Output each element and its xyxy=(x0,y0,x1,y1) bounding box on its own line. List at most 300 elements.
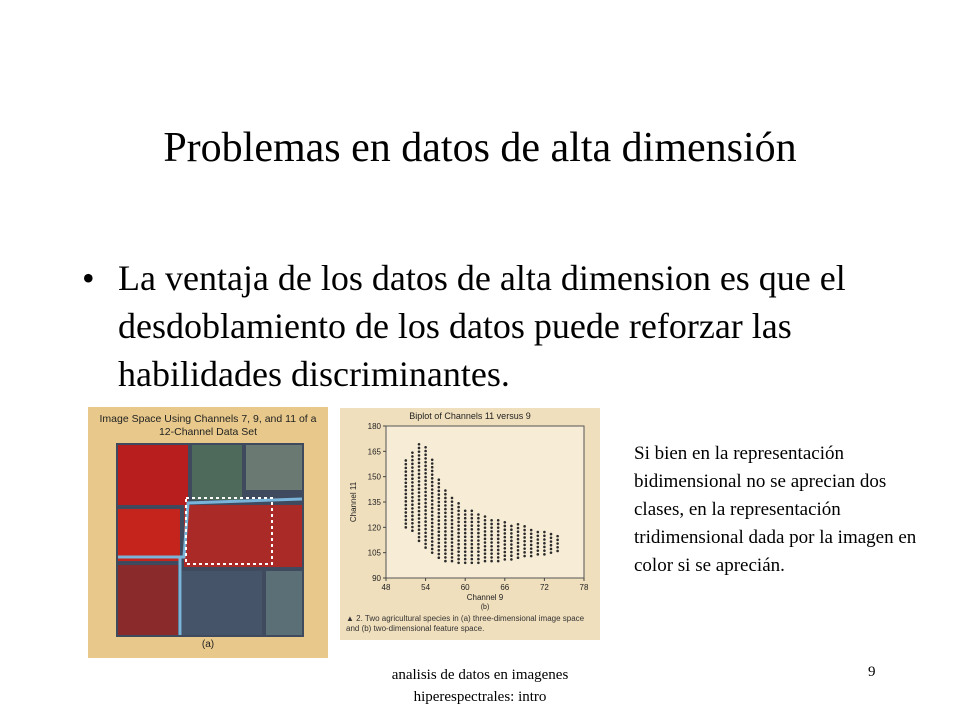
data-point xyxy=(484,545,487,548)
data-point xyxy=(438,501,441,504)
data-point xyxy=(424,502,427,505)
data-point xyxy=(424,528,427,531)
data-point xyxy=(490,556,493,559)
data-point xyxy=(411,474,414,477)
data-point xyxy=(510,536,513,539)
data-point xyxy=(418,525,421,528)
data-point xyxy=(457,543,460,546)
data-point xyxy=(424,520,427,523)
data-point xyxy=(424,498,427,501)
data-point xyxy=(484,519,487,522)
data-point xyxy=(477,554,480,557)
data-point xyxy=(510,540,513,543)
y-tick-label: 180 xyxy=(367,422,381,431)
data-point xyxy=(471,562,474,565)
data-point xyxy=(405,478,408,481)
data-point xyxy=(438,504,441,507)
data-point xyxy=(438,516,441,519)
data-point xyxy=(510,547,513,550)
data-point xyxy=(431,484,434,487)
data-point xyxy=(444,526,447,529)
figure-a-image-space xyxy=(88,407,328,658)
data-point xyxy=(497,560,500,563)
data-point xyxy=(438,482,441,485)
data-point xyxy=(537,531,540,534)
data-point xyxy=(471,535,474,538)
bullet-dot-icon: • xyxy=(82,258,95,298)
data-point xyxy=(457,535,460,538)
data-point xyxy=(457,521,460,524)
data-point xyxy=(405,467,408,470)
data-point xyxy=(444,556,447,559)
data-point xyxy=(477,547,480,550)
data-point xyxy=(504,547,507,550)
data-point xyxy=(530,532,533,535)
data-point xyxy=(457,550,460,553)
data-point xyxy=(490,530,493,533)
data-point xyxy=(471,550,474,553)
data-point xyxy=(444,541,447,544)
data-point xyxy=(457,554,460,557)
data-point xyxy=(424,535,427,538)
data-point xyxy=(457,528,460,531)
data-point xyxy=(418,491,421,494)
data-point xyxy=(411,451,414,454)
data-point xyxy=(411,492,414,495)
data-point xyxy=(424,483,427,486)
data-point xyxy=(504,536,507,539)
data-point xyxy=(411,529,414,532)
data-point xyxy=(431,492,434,495)
data-point xyxy=(457,547,460,550)
data-point xyxy=(497,519,500,522)
data-point xyxy=(438,534,441,537)
data-point xyxy=(424,479,427,482)
data-point xyxy=(556,539,559,542)
data-point xyxy=(418,484,421,487)
y-tick-label: 135 xyxy=(367,498,381,507)
data-point xyxy=(405,496,408,499)
data-point xyxy=(556,546,559,549)
data-point xyxy=(411,455,414,458)
data-point xyxy=(451,556,454,559)
data-point xyxy=(405,485,408,488)
data-point xyxy=(484,523,487,526)
data-point xyxy=(424,546,427,549)
side-note: Si bien en la representación bidimensional no se aprecian dos clases, en la representación tridimensional dada por la imagen en color si se aprecián. xyxy=(634,443,917,576)
data-point xyxy=(457,517,460,520)
data-point xyxy=(490,534,493,537)
data-point xyxy=(550,551,553,554)
data-point xyxy=(411,477,414,480)
data-point xyxy=(484,538,487,541)
data-point xyxy=(464,547,467,550)
data-point xyxy=(411,466,414,469)
data-point xyxy=(517,530,520,533)
data-point xyxy=(517,542,520,545)
data-point xyxy=(424,476,427,479)
data-point xyxy=(490,549,493,552)
data-point xyxy=(523,544,526,547)
data-point xyxy=(431,473,434,476)
data-point xyxy=(477,528,480,531)
data-point xyxy=(451,519,454,522)
data-point xyxy=(490,538,493,541)
data-point xyxy=(510,551,513,554)
data-point xyxy=(550,540,553,543)
data-point xyxy=(517,534,520,537)
x-tick-label: 66 xyxy=(500,583,510,592)
data-point xyxy=(424,468,427,471)
data-point xyxy=(504,528,507,531)
data-point xyxy=(490,560,493,563)
x-tick-label: 72 xyxy=(539,583,549,592)
data-point xyxy=(405,526,408,529)
data-point xyxy=(438,549,441,552)
data-point xyxy=(497,545,500,548)
data-point xyxy=(497,552,500,555)
data-point xyxy=(418,443,421,446)
data-point xyxy=(444,512,447,515)
data-point xyxy=(418,536,421,539)
figure-a-sublabel: (a) xyxy=(201,639,215,650)
chart-sublabel: (b) xyxy=(480,604,490,611)
data-point xyxy=(517,553,520,556)
data-point xyxy=(431,470,434,473)
data-point xyxy=(431,477,434,480)
data-point xyxy=(510,525,513,528)
data-point xyxy=(444,508,447,511)
data-point xyxy=(523,525,526,528)
y-tick-label: 105 xyxy=(367,548,381,558)
data-point xyxy=(418,450,421,453)
data-point xyxy=(497,538,500,541)
data-point xyxy=(477,539,480,542)
bullet-text: La ventaja de los datos de alta dimension es que el desdoblamiento de los datos puede reforzar las habilidades discriminantes. xyxy=(118,258,846,394)
data-point xyxy=(477,543,480,546)
data-point xyxy=(444,515,447,518)
data-point xyxy=(438,527,441,530)
data-point xyxy=(451,552,454,555)
data-point xyxy=(464,528,467,531)
data-point xyxy=(405,463,408,466)
data-point xyxy=(431,503,434,506)
data-point xyxy=(444,489,447,492)
data-point xyxy=(418,540,421,543)
data-point xyxy=(418,532,421,535)
data-point xyxy=(504,521,507,524)
data-point xyxy=(411,507,414,510)
data-point xyxy=(444,493,447,496)
data-point xyxy=(484,515,487,518)
x-tick-label: 54 xyxy=(421,583,431,592)
data-point xyxy=(484,526,487,529)
data-point xyxy=(530,540,533,543)
data-point xyxy=(490,523,493,526)
figure-b-scatter xyxy=(340,408,600,640)
data-point xyxy=(424,494,427,497)
data-point xyxy=(451,526,454,529)
data-point xyxy=(424,531,427,534)
data-point xyxy=(451,549,454,552)
data-point xyxy=(405,515,408,518)
data-point xyxy=(530,551,533,554)
satellite-image xyxy=(88,407,328,658)
data-point xyxy=(464,539,467,542)
data-point xyxy=(418,469,421,472)
data-point xyxy=(510,558,513,561)
data-point xyxy=(431,496,434,499)
y-tick-label: 90 xyxy=(372,574,381,583)
data-point xyxy=(424,524,427,527)
data-point xyxy=(411,470,414,473)
data-point xyxy=(444,545,447,548)
data-point xyxy=(523,540,526,543)
data-point xyxy=(418,514,421,517)
data-point xyxy=(418,458,421,461)
data-point xyxy=(438,508,441,511)
data-point xyxy=(543,531,546,534)
data-point xyxy=(424,461,427,464)
data-point xyxy=(431,458,434,461)
chart-title: Biplot of Channels 11 versus 9 xyxy=(409,411,531,421)
data-point xyxy=(457,558,460,561)
data-point xyxy=(510,532,513,535)
data-point xyxy=(405,474,408,477)
y-axis-label: Channel 11 xyxy=(349,481,358,523)
data-point xyxy=(457,532,460,535)
data-point xyxy=(490,526,493,529)
data-point xyxy=(510,543,513,546)
data-point xyxy=(484,556,487,559)
data-point xyxy=(537,546,540,549)
data-point xyxy=(418,488,421,491)
data-point xyxy=(457,524,460,527)
data-point xyxy=(438,478,441,481)
data-point xyxy=(418,502,421,505)
data-point xyxy=(411,459,414,462)
data-point xyxy=(517,538,520,541)
data-point xyxy=(464,550,467,553)
data-point xyxy=(451,545,454,548)
data-point xyxy=(431,499,434,502)
data-point xyxy=(523,532,526,535)
data-point xyxy=(444,538,447,541)
data-point xyxy=(451,515,454,518)
data-point xyxy=(550,533,553,536)
data-point xyxy=(444,500,447,503)
data-point xyxy=(490,545,493,548)
data-point xyxy=(504,540,507,543)
plot-area xyxy=(386,426,584,578)
data-point xyxy=(504,525,507,528)
data-point xyxy=(451,497,454,500)
data-point xyxy=(543,553,546,556)
data-point xyxy=(477,550,480,553)
data-point xyxy=(484,541,487,544)
data-point xyxy=(477,532,480,535)
data-point xyxy=(543,538,546,541)
data-point xyxy=(510,554,513,557)
data-point xyxy=(550,548,553,551)
data-point xyxy=(497,556,500,559)
scatter-plot xyxy=(340,408,600,613)
data-point xyxy=(464,562,467,565)
data-point xyxy=(431,537,434,540)
footer-text: analisis de datos en imagenes hiperespectrales: intro xyxy=(391,667,569,705)
data-point xyxy=(438,538,441,541)
data-point xyxy=(405,519,408,522)
data-point xyxy=(444,497,447,500)
data-point xyxy=(431,551,434,554)
data-point xyxy=(444,560,447,563)
data-point xyxy=(556,542,559,545)
data-point xyxy=(537,534,540,537)
data-point xyxy=(523,529,526,532)
data-point xyxy=(424,543,427,546)
data-point xyxy=(504,532,507,535)
data-point xyxy=(438,530,441,533)
data-point xyxy=(471,517,474,520)
data-point xyxy=(451,530,454,533)
data-point xyxy=(411,522,414,525)
figure-a-caption: Image Space Using Channels 7, 9, and 11 of a 12-Channel Data Set xyxy=(99,413,317,438)
y-tick-label: 120 xyxy=(367,523,381,533)
data-point xyxy=(471,547,474,550)
data-point xyxy=(411,463,414,466)
data-point xyxy=(418,521,421,524)
data-point xyxy=(543,534,546,537)
data-point xyxy=(405,489,408,492)
data-point xyxy=(497,549,500,552)
data-point xyxy=(411,500,414,503)
data-point xyxy=(471,524,474,527)
data-point xyxy=(431,462,434,465)
data-point xyxy=(431,522,434,525)
data-point xyxy=(411,496,414,499)
figure-b-caption: ▲ 2. Two agricultural species in (a) three-dimensional image space and (b) two-dimensional feature space. xyxy=(346,614,585,633)
data-point xyxy=(451,504,454,507)
data-point xyxy=(451,508,454,511)
data-point xyxy=(523,551,526,554)
x-tick-label: 48 xyxy=(381,583,391,592)
data-point xyxy=(431,548,434,551)
data-point xyxy=(517,556,520,559)
data-point xyxy=(504,554,507,557)
data-point xyxy=(418,454,421,457)
data-point xyxy=(457,539,460,542)
data-point xyxy=(431,481,434,484)
data-point xyxy=(477,558,480,561)
data-point xyxy=(471,528,474,531)
data-point xyxy=(424,491,427,494)
data-point xyxy=(431,488,434,491)
data-point xyxy=(418,506,421,509)
data-point xyxy=(484,534,487,537)
data-point xyxy=(424,505,427,508)
data-point xyxy=(477,517,480,520)
data-point xyxy=(438,545,441,548)
data-point xyxy=(523,555,526,558)
data-point xyxy=(418,480,421,483)
data-point xyxy=(530,547,533,550)
data-point xyxy=(451,512,454,515)
data-point xyxy=(424,457,427,460)
data-point xyxy=(477,562,480,565)
data-point xyxy=(504,551,507,554)
data-point xyxy=(504,543,507,546)
data-point xyxy=(431,529,434,532)
data-point xyxy=(424,509,427,512)
data-point xyxy=(471,521,474,524)
data-point xyxy=(457,506,460,509)
data-point xyxy=(517,549,520,552)
data-point xyxy=(471,554,474,557)
data-point xyxy=(497,523,500,526)
data-point xyxy=(411,511,414,514)
data-point xyxy=(444,552,447,555)
data-point xyxy=(543,542,546,545)
data-point xyxy=(411,481,414,484)
data-point xyxy=(438,493,441,496)
data-point xyxy=(451,541,454,544)
data-point xyxy=(444,534,447,537)
data-point xyxy=(497,530,500,533)
data-point xyxy=(438,523,441,526)
data-point xyxy=(405,500,408,503)
data-point xyxy=(457,509,460,512)
data-point xyxy=(530,529,533,532)
data-point xyxy=(484,560,487,563)
data-point xyxy=(431,466,434,469)
data-point xyxy=(431,510,434,513)
data-point xyxy=(444,549,447,552)
data-point xyxy=(530,555,533,558)
x-axis-label: Channel 9 xyxy=(466,593,504,602)
data-point xyxy=(464,524,467,527)
data-point xyxy=(431,525,434,528)
data-point xyxy=(431,514,434,517)
data-point xyxy=(405,511,408,514)
data-point xyxy=(451,523,454,526)
data-point xyxy=(411,485,414,488)
data-point xyxy=(537,542,540,545)
data-point xyxy=(550,544,553,547)
data-point xyxy=(451,538,454,541)
data-point xyxy=(543,549,546,552)
data-point xyxy=(510,528,513,531)
data-point xyxy=(537,538,540,541)
data-point xyxy=(405,522,408,525)
data-point xyxy=(438,490,441,493)
data-point xyxy=(438,512,441,515)
data-point xyxy=(471,509,474,512)
data-point xyxy=(537,549,540,552)
data-point xyxy=(424,450,427,453)
data-point xyxy=(523,547,526,550)
data-point xyxy=(418,495,421,498)
data-point xyxy=(464,513,467,516)
data-point xyxy=(523,536,526,539)
data-point xyxy=(530,536,533,539)
data-point xyxy=(471,558,474,561)
data-point xyxy=(418,465,421,468)
data-point xyxy=(411,489,414,492)
data-point xyxy=(431,540,434,543)
data-point xyxy=(431,507,434,510)
data-point xyxy=(418,528,421,531)
data-point xyxy=(537,553,540,556)
